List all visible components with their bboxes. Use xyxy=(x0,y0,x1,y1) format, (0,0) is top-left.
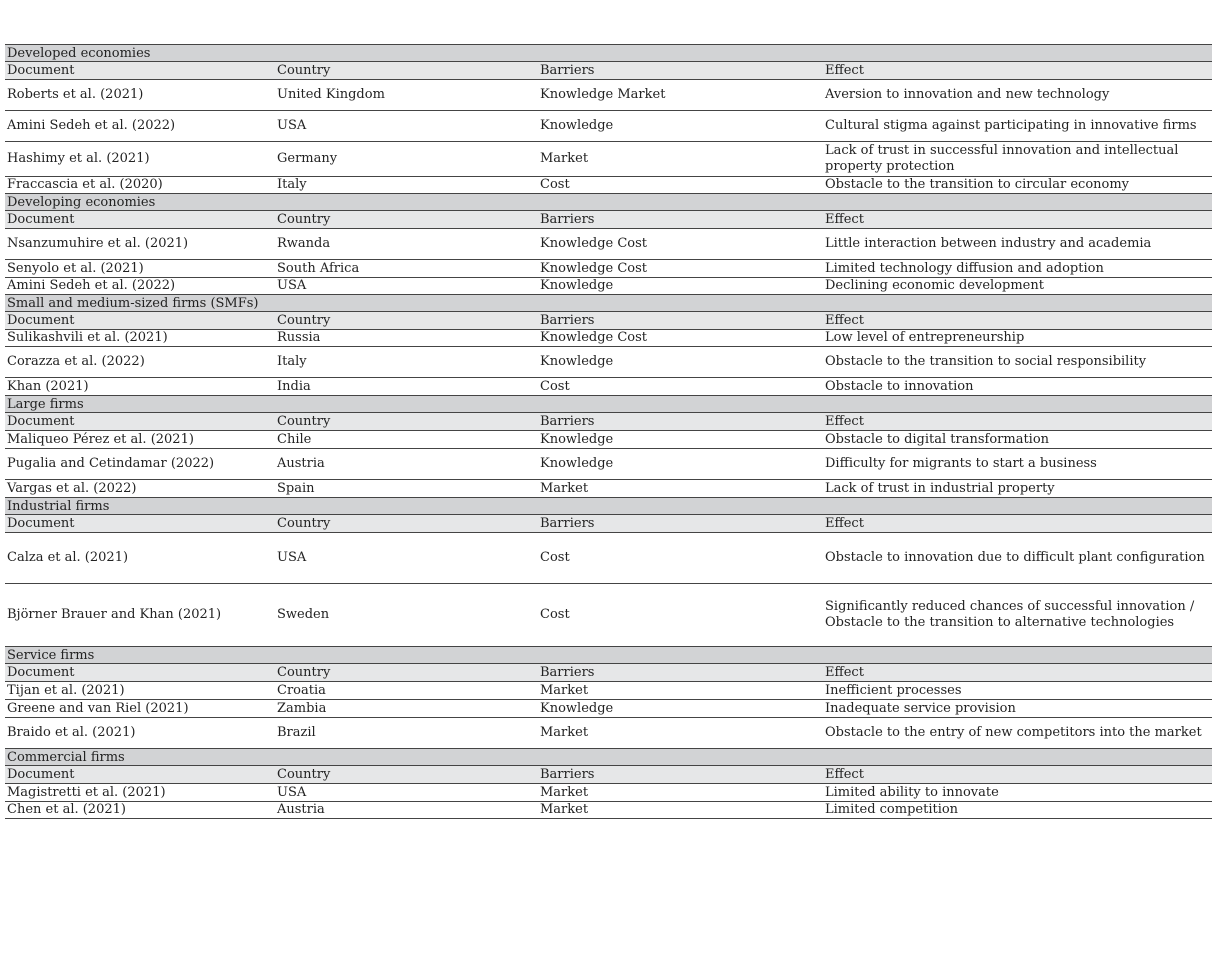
cell-country: Russia xyxy=(277,330,321,345)
header-country: Country xyxy=(277,665,331,680)
table-header-row xyxy=(5,663,1212,681)
cell-document: Khan (2021) xyxy=(7,378,89,394)
table-header-row xyxy=(5,514,1212,532)
cell-country: Austria xyxy=(277,802,325,817)
cell-effect: Obstacle to the transition to social responsibility xyxy=(825,354,1147,369)
cell-country: Italy xyxy=(277,177,307,192)
table-header-row xyxy=(5,765,1212,783)
table-row xyxy=(5,346,1212,377)
cell-barriers: Knowledge xyxy=(540,278,614,293)
cell-country: India xyxy=(277,378,311,394)
cell-country: Germany xyxy=(277,151,338,166)
table-header-row xyxy=(5,61,1212,79)
section-title: Service firms xyxy=(5,646,1212,663)
cell-country: Austria xyxy=(277,456,325,471)
cell-barriers: Cost xyxy=(540,177,570,192)
cell-document: Tijan et al. (2021) xyxy=(7,682,125,698)
section-title: Large firms xyxy=(5,395,1212,412)
cell-effect: Inadequate service provision xyxy=(825,700,1016,716)
cell-effect: Obstacle to the transition to circular economy xyxy=(825,177,1130,192)
header-country: Country xyxy=(277,63,331,78)
header-effect: Effect xyxy=(825,63,864,78)
cell-barriers: Knowledge xyxy=(540,700,614,716)
header-country: Country xyxy=(277,313,331,328)
cell-effect: Lack of trust in successful innovation and intellectual property protection xyxy=(825,143,1179,174)
cell-country: USA xyxy=(277,550,307,565)
table-row xyxy=(5,448,1212,479)
cell-document: Senyolo et al. (2021) xyxy=(7,260,144,276)
header-effect: Effect xyxy=(825,414,864,429)
cell-barriers: Cost xyxy=(540,378,570,394)
table-row xyxy=(5,329,1212,346)
cell-document: Braido et al. (2021) xyxy=(7,725,136,740)
cell-country: Croatia xyxy=(277,682,326,698)
header-barriers: Barriers xyxy=(540,516,595,531)
cell-barriers: Market xyxy=(540,682,589,698)
cell-effect: Limited ability to innovate xyxy=(825,784,999,800)
table-row xyxy=(5,430,1212,448)
cell-document: Fraccascia et al. (2020) xyxy=(7,177,163,192)
header-document: Document xyxy=(7,63,75,78)
cell-document: Björner Brauer and Khan (2021) xyxy=(7,607,222,622)
cell-barriers: Knowledge xyxy=(540,456,614,471)
table-row xyxy=(5,228,1212,259)
header-country: Country xyxy=(277,212,331,227)
cell-barriers: Market xyxy=(540,802,589,817)
table-row xyxy=(5,110,1212,141)
barriers-table xyxy=(5,44,1212,819)
cell-country: Italy xyxy=(277,354,307,369)
header-country: Country xyxy=(277,414,331,429)
cell-country: Chile xyxy=(277,431,312,447)
cell-barriers: Knowledge Cost xyxy=(540,260,648,276)
cell-document: Vargas et al. (2022) xyxy=(7,480,137,496)
header-document: Document xyxy=(7,767,75,782)
header-effect: Effect xyxy=(825,212,864,227)
section-title: Developing economies xyxy=(5,193,1212,210)
cell-effect: Cultural stigma against participating in innovative firms xyxy=(825,118,1197,133)
cell-country: Spain xyxy=(277,480,315,496)
header-document: Document xyxy=(7,414,75,429)
table-header-row xyxy=(5,210,1212,228)
header-barriers: Barriers xyxy=(540,313,595,328)
cell-document: Chen et al. (2021) xyxy=(7,802,126,817)
section-title: Small and medium-sized firms (SMFs) xyxy=(5,294,1212,311)
cell-document: Magistretti et al. (2021) xyxy=(7,784,166,800)
cell-effect: Aversion to innovation and new technology xyxy=(825,87,1110,102)
table-row xyxy=(5,176,1212,193)
header-document: Document xyxy=(7,212,75,227)
table-row xyxy=(5,801,1212,819)
table-row xyxy=(5,699,1212,717)
cell-effect: Difficulty for migrants to start a business xyxy=(825,456,1097,471)
header-country: Country xyxy=(277,516,331,531)
cell-barriers: Market xyxy=(540,725,589,740)
table-header-row xyxy=(5,412,1212,430)
table-row xyxy=(5,259,1212,277)
cell-country: USA xyxy=(277,118,307,133)
cell-document: Pugalia and Cetindamar (2022) xyxy=(7,456,215,471)
section-title: Commercial firms xyxy=(5,748,1212,765)
cell-country: Sweden xyxy=(277,607,330,622)
cell-effect: Little interaction between industry and academia xyxy=(825,236,1152,251)
cell-country: Rwanda xyxy=(277,236,331,251)
table-header-row xyxy=(5,311,1212,329)
cell-barriers: Market xyxy=(540,480,589,496)
table-row xyxy=(5,479,1212,497)
header-effect: Effect xyxy=(825,516,864,531)
section-title: Developed economies xyxy=(5,44,1212,61)
cell-document: Sulikashvili et al. (2021) xyxy=(7,330,168,345)
table-row xyxy=(5,583,1212,646)
cell-barriers: Knowledge Cost xyxy=(540,330,648,345)
table-row xyxy=(5,681,1212,699)
cell-document: Amini Sedeh et al. (2022) xyxy=(7,278,176,293)
cell-effect: Obstacle to digital transformation xyxy=(825,431,1050,447)
table-row xyxy=(5,79,1212,110)
section-title: Industrial firms xyxy=(5,497,1212,514)
cell-effect: Limited technology diffusion and adoption xyxy=(825,260,1104,276)
header-document: Document xyxy=(7,665,75,680)
cell-document: Hashimy et al. (2021) xyxy=(7,151,150,166)
table-row xyxy=(5,141,1212,176)
cell-barriers: Market xyxy=(540,151,589,166)
table-row xyxy=(5,277,1212,294)
table-row xyxy=(5,717,1212,748)
cell-country: USA xyxy=(277,278,307,293)
header-barriers: Barriers xyxy=(540,212,595,227)
cell-document: Maliqueo Pérez et al. (2021) xyxy=(7,431,194,447)
cell-effect: Lack of trust in industrial property xyxy=(825,480,1055,496)
cell-barriers: Knowledge Market xyxy=(540,87,666,102)
table-row xyxy=(5,377,1212,395)
header-barriers: Barriers xyxy=(540,414,595,429)
cell-effect: Inefficient processes xyxy=(825,682,962,698)
cell-country: USA xyxy=(277,784,307,800)
cell-country: Zambia xyxy=(277,700,327,716)
cell-document: Nsanzumuhire et al. (2021) xyxy=(7,236,189,251)
cell-barriers: Knowledge Cost xyxy=(540,236,648,251)
cell-country: United Kingdom xyxy=(277,87,385,102)
cell-effect: Obstacle to innovation xyxy=(825,378,974,394)
cell-barriers: Market xyxy=(540,784,589,800)
cell-country: Brazil xyxy=(277,725,316,740)
cell-document: Amini Sedeh et al. (2022) xyxy=(7,118,176,133)
cell-barriers: Cost xyxy=(540,607,570,622)
cell-effect: Significantly reduced chances of successful innovation / Obstacle to the transition to alternative technologies xyxy=(825,599,1195,630)
header-effect: Effect xyxy=(825,665,864,680)
cell-effect: Low level of entrepreneurship xyxy=(825,330,1025,345)
table-row xyxy=(5,783,1212,801)
header-barriers: Barriers xyxy=(540,665,595,680)
header-country: Country xyxy=(277,767,331,782)
cell-barriers: Knowledge xyxy=(540,354,614,369)
header-barriers: Barriers xyxy=(540,767,595,782)
table-row xyxy=(5,532,1212,583)
header-effect: Effect xyxy=(825,313,864,328)
header-barriers: Barriers xyxy=(540,63,595,78)
cell-document: Calza et al. (2021) xyxy=(7,550,129,565)
cell-document: Greene and van Riel (2021) xyxy=(7,700,189,716)
header-document: Document xyxy=(7,313,75,328)
cell-document: Corazza et al. (2022) xyxy=(7,354,145,369)
cell-effect: Obstacle to the entry of new competitors into the market xyxy=(825,725,1202,740)
cell-barriers: Knowledge xyxy=(540,431,614,447)
cell-country: South Africa xyxy=(277,260,360,276)
header-effect: Effect xyxy=(825,767,864,782)
cell-effect: Obstacle to innovation due to difficult plant configuration xyxy=(825,550,1205,565)
header-document: Document xyxy=(7,516,75,531)
cell-effect: Limited competition xyxy=(825,802,959,817)
cell-effect: Declining economic development xyxy=(825,278,1044,293)
cell-barriers: Knowledge xyxy=(540,118,614,133)
cell-barriers: Cost xyxy=(540,550,570,565)
cell-document: Roberts et al. (2021) xyxy=(7,87,144,102)
